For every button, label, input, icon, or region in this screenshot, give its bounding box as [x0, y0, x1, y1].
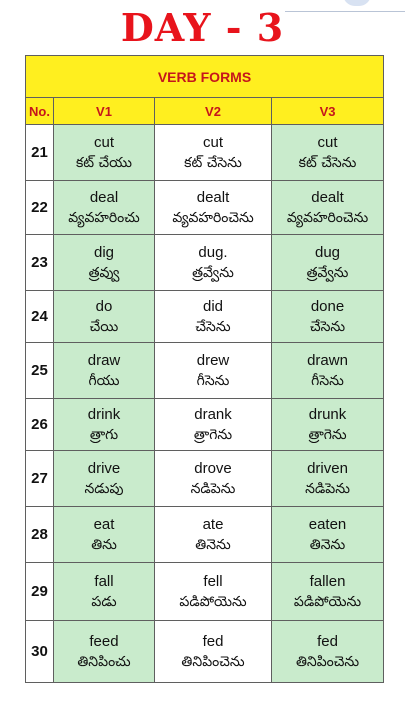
- column-header-v2: V2: [155, 98, 272, 125]
- v2-english: ate: [202, 515, 224, 533]
- v2-cell: [155, 399, 272, 451]
- v3-telugu: త్రాగెను: [308, 426, 347, 443]
- row-number: 23: [26, 235, 54, 291]
- row-number: 29: [26, 563, 54, 621]
- v1-cell: [54, 621, 155, 683]
- v2-cell: [155, 451, 272, 507]
- v2-cell: [155, 621, 272, 683]
- v1-cell: [54, 507, 155, 563]
- v3-telugu: కట్ చేసెను: [298, 154, 357, 171]
- v1-english: dig: [93, 243, 115, 261]
- v3-telugu: పడిపోయెను: [293, 593, 362, 610]
- v2-telugu: కట్ చేసెను: [184, 154, 242, 171]
- v1-cell: [54, 563, 155, 621]
- v1-telugu: నడుపు: [84, 480, 124, 497]
- v1-cell: [54, 343, 155, 399]
- table-row: [26, 507, 384, 563]
- v3-telugu: గీసెను: [311, 372, 344, 389]
- column-header-v1: V1: [54, 98, 155, 125]
- row-number: 25: [26, 343, 54, 399]
- column-header-v3: V3: [272, 98, 384, 125]
- v3-telugu: నడిపెను: [305, 480, 350, 497]
- table-header-row: [26, 98, 384, 125]
- v3-cell: [272, 291, 384, 343]
- v3-english: fallen: [309, 572, 346, 590]
- v1-telugu: గీయు: [88, 372, 120, 389]
- v2-telugu: త్రాగెను: [193, 426, 233, 443]
- v2-english: drank: [194, 405, 232, 423]
- v1-english: deal: [89, 188, 119, 206]
- v1-english: fall: [94, 572, 114, 590]
- v2-telugu: త్రవ్వేను: [192, 264, 234, 281]
- v2-english: drew: [196, 351, 230, 369]
- v2-english: drove: [194, 459, 232, 477]
- v3-english: drawn: [307, 351, 348, 369]
- v1-english: feed: [89, 632, 119, 650]
- v3-cell: [272, 451, 384, 507]
- v1-telugu: వ్యవహరించు: [68, 209, 140, 226]
- table-row: [26, 563, 384, 621]
- v1-english: do: [95, 297, 113, 315]
- v3-english: drunk: [308, 405, 347, 423]
- v3-telugu: తినిపించెను: [295, 653, 360, 670]
- v2-english: cut: [202, 133, 223, 151]
- page-title: DAY - 3: [120, 5, 285, 50]
- table-row: [26, 181, 384, 235]
- v2-telugu: తినిపించెను: [181, 653, 245, 670]
- v3-cell: [272, 343, 384, 399]
- v2-english: dug.: [198, 243, 228, 261]
- table-row: [26, 621, 384, 683]
- v1-cell: [54, 125, 155, 181]
- row-number: 28: [26, 507, 54, 563]
- table-row: [26, 125, 384, 181]
- v3-english: eaten: [308, 515, 347, 533]
- v3-cell: [272, 399, 384, 451]
- v1-cell: [54, 181, 155, 235]
- v2-english: fed: [202, 632, 224, 650]
- v3-english: driven: [307, 459, 348, 477]
- v2-english: did: [202, 297, 224, 315]
- v2-cell: [155, 507, 272, 563]
- v1-english: drive: [87, 459, 121, 477]
- v1-telugu: పడు: [91, 593, 117, 610]
- table-caption: VERB FORMS: [26, 56, 384, 98]
- table-caption-row: [26, 56, 384, 98]
- v1-cell: [54, 235, 155, 291]
- v1-cell: [54, 451, 155, 507]
- v2-telugu: చేసెను: [195, 318, 231, 335]
- row-number: 21: [26, 125, 54, 181]
- table-row: [26, 291, 384, 343]
- v1-telugu: తినిపించు: [77, 653, 131, 670]
- table-row: [26, 399, 384, 451]
- v3-telugu: తినెను: [309, 536, 346, 553]
- verb-forms-table: [25, 55, 384, 683]
- row-number: 27: [26, 451, 54, 507]
- v2-cell: [155, 235, 272, 291]
- row-number: 30: [26, 621, 54, 683]
- row-number: 22: [26, 181, 54, 235]
- v3-english: cut: [317, 133, 338, 151]
- column-header-no: No.: [26, 98, 54, 125]
- v3-english: fed: [317, 632, 338, 650]
- v3-telugu: చేసెను: [309, 318, 346, 335]
- v2-cell: [155, 291, 272, 343]
- v2-telugu: తినెను: [195, 536, 231, 553]
- v1-telugu: కట్ చేయు: [75, 154, 133, 171]
- v1-telugu: త్రాగు: [89, 426, 119, 443]
- v3-cell: [272, 181, 384, 235]
- v2-cell: [155, 563, 272, 621]
- v1-english: drink: [87, 405, 121, 423]
- v1-english: cut: [93, 133, 114, 151]
- table-row: [26, 451, 384, 507]
- v3-cell: [272, 563, 384, 621]
- v2-telugu: నడిపెను: [190, 480, 236, 497]
- v3-english: dealt: [311, 188, 344, 206]
- v3-cell: [272, 507, 384, 563]
- v2-telugu: గీసెను: [196, 372, 230, 389]
- v3-telugu: త్రవ్వేను: [306, 264, 349, 281]
- v2-cell: [155, 343, 272, 399]
- v1-telugu: త్రవ్వు: [88, 264, 120, 281]
- v3-cell: [272, 125, 384, 181]
- table-row: [26, 235, 384, 291]
- v2-english: dealt: [196, 188, 230, 206]
- v3-english: dug: [315, 243, 341, 261]
- v3-telugu: వ్యవహరించెను: [286, 209, 369, 226]
- v2-english: fell: [203, 572, 223, 590]
- v1-english: eat: [93, 515, 115, 533]
- v2-cell: [155, 125, 272, 181]
- v1-cell: [54, 291, 155, 343]
- v1-telugu: తిను: [91, 536, 117, 553]
- row-number: 24: [26, 291, 54, 343]
- v3-cell: [272, 621, 384, 683]
- v2-cell: [155, 181, 272, 235]
- v2-telugu: పడిపోయెను: [179, 593, 247, 610]
- v3-cell: [272, 235, 384, 291]
- v3-english: done: [310, 297, 345, 315]
- table-row: [26, 343, 384, 399]
- v2-telugu: వ్యవహరించెను: [172, 209, 254, 226]
- v1-cell: [54, 399, 155, 451]
- v1-telugu: చేయి: [89, 318, 119, 335]
- row-number: 26: [26, 399, 54, 451]
- v1-english: draw: [87, 351, 121, 369]
